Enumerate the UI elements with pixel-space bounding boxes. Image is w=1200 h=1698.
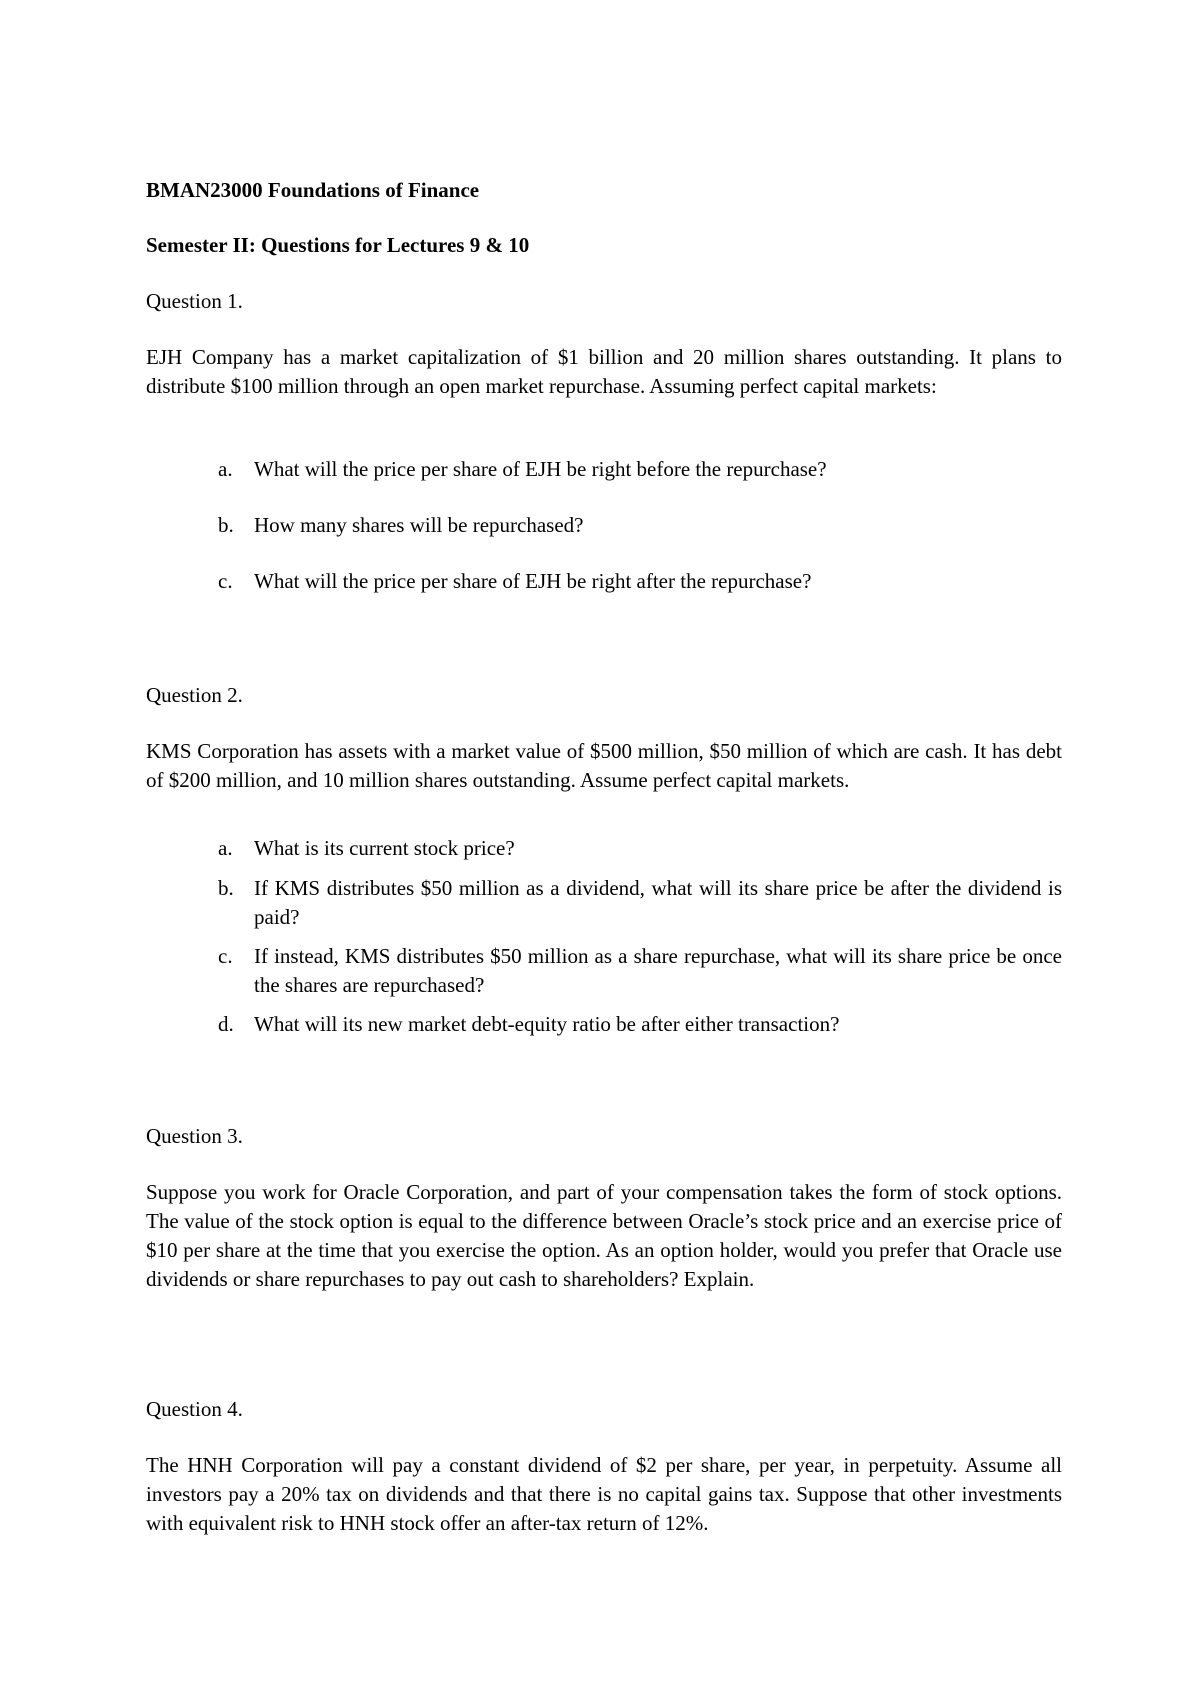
question-1-label: Question 1. [146,289,243,313]
item-letter: c. [218,569,233,593]
item-letter: a. [218,457,233,481]
question-1-body: EJH Company has a market capitalization of $1 billion and 20 million shares outstanding. It plans to distribute $100 million through an open market repurchase. Assuming perfect capital markets: [146,345,1062,398]
question-4-label: Question 4. [146,1397,243,1421]
semester-heading: Semester II: Questions for Lectures 9 & 10 [146,233,530,257]
item-letter: b. [218,876,234,900]
item-text: What will its new market debt-equity ratio be after either transaction? [254,1012,840,1036]
item-letter: a. [218,836,233,860]
item-letter: b. [218,513,234,537]
question-2-label: Question 2. [146,683,243,707]
item-text: If instead, KMS distributes $50 million as a share repurchase, what will its share price be once the shares are repurchased? [254,944,1062,997]
item-text: What will the price per share of EJH be right after the repurchase? [254,569,812,593]
item-text: What is its current stock price? [254,836,515,860]
question-2-body: KMS Corporation has assets with a market value of $500 million, $50 million of which are cash. It has debt of $200 million, and 10 million shares outstanding. Assume perfect capital markets. [146,739,1062,792]
item-text: If KMS distributes $50 million as a dividend, what will its share price be after the dividend is paid? [254,876,1062,929]
item-letter: c. [218,944,233,968]
question-3-body: Suppose you work for Oracle Corporation, and part of your compensation takes the form of stock options. The value of the stock option is equal to the difference between Oracle’s stock price and an exercise price of $10 per share at the time that you exercise the option. As an option holder, would you prefer that Oracle use dividends or share repurchases to pay out cash to shareholders? Explain. [146,1180,1062,1291]
item-letter: d. [218,1012,234,1036]
question-4-body: The HNH Corporation will pay a constant dividend of $2 per share, per year, in perpetuity. Assume all investors pay a 20% tax on dividends and that there is no capital gains tax. Suppose that other investments with equivalent risk to HNH stock offer an after-tax return of 12%. [146,1453,1062,1535]
item-text: How many shares will be repurchased? [254,513,584,537]
course-title: BMAN23000 Foundations of Finance [146,178,480,202]
item-text: What will the price per share of EJH be right before the repurchase? [254,457,827,481]
question-3-label: Question 3. [146,1124,243,1148]
